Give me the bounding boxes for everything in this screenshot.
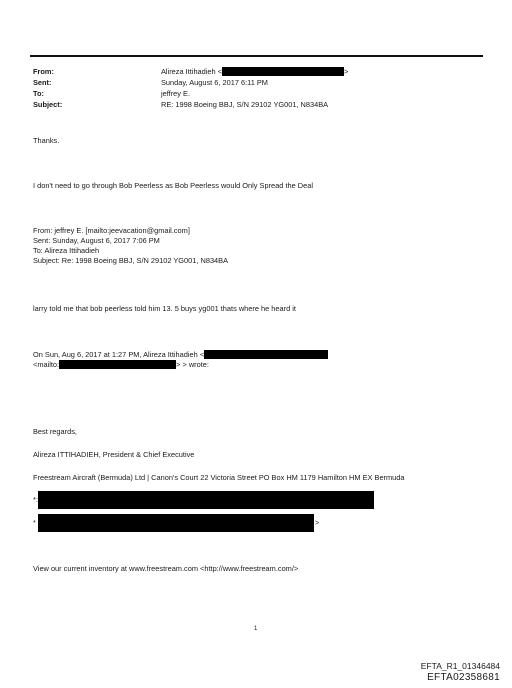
header-rule	[30, 55, 483, 57]
redaction-block	[204, 350, 328, 359]
larry-line: larry told me that bob peerless told him 13. 5 buys yg001 thats where he heard it	[33, 304, 296, 313]
page-number: 1	[254, 626, 258, 632]
subject-value: RE: 1998 Boeing BBJ, S/N 29102 YG001, N834BA	[161, 100, 329, 109]
thanks-text: Thanks.	[33, 136, 60, 145]
contact2-prefix: *	[33, 518, 36, 527]
quoted-subject: Subject: Re: 1998 Boeing BBJ, S/N 29102 YG001, N834BA	[33, 256, 229, 265]
message-line: I don't need to go through Bob Peerless as Bob Peerless would Only Spread the Deal	[33, 181, 313, 190]
contact2-suffix: >	[315, 518, 320, 527]
quoted-to: To: Alireza Ittihadieh	[33, 246, 100, 255]
redaction-block	[222, 67, 344, 76]
from-value-suffix: >	[344, 67, 349, 76]
redaction-block	[38, 491, 374, 509]
footer-id-2: EFTA02358681	[427, 672, 500, 683]
quoted-sent: Sent: Sunday, August 6, 2017 7:06 PM	[33, 236, 160, 245]
signature-company: Freestream Aircraft (Bermuda) Ltd | Canon's Court 22 Victoria Street PO Box HM 1179 Hamilton HM EX Bermuda	[33, 473, 405, 482]
inventory-line: View our current inventory at www.freestream.com <http://www.freestream.com/>	[33, 564, 299, 573]
subject-label: Subject:	[33, 100, 63, 109]
redaction-block	[59, 360, 176, 369]
on-line	[33, 350, 328, 359]
mailto-prefix: <mailto:	[33, 360, 60, 369]
to-label: To:	[33, 89, 44, 98]
from-label: From:	[33, 67, 54, 76]
redaction-block	[38, 514, 314, 532]
contact1-prefix: *:	[33, 495, 38, 504]
mailto-line	[33, 360, 209, 369]
from-value	[161, 67, 348, 76]
to-value: jeffrey E.	[161, 89, 191, 98]
quoted-from: From: jeffrey E. [mailto:jeevacation@gmail.com]	[33, 226, 190, 235]
regards-text: Best regards,	[33, 427, 77, 436]
signature-name: Alireza ITTIHADIEH, President & Chief Executive	[33, 450, 195, 459]
sent-label: Sent:	[33, 78, 52, 87]
mailto-suffix: > > wrote:	[176, 360, 209, 369]
sent-value: Sunday, August 6, 2017 6:11 PM	[161, 78, 268, 87]
on-line-text: On Sun, Aug 6, 2017 at 1:27 PM, Alireza Ittihadieh <	[33, 350, 205, 359]
footer-id-1: EFTA_R1_01346484	[420, 661, 500, 671]
from-value-prefix: Alireza Ittihadieh <	[161, 67, 223, 76]
